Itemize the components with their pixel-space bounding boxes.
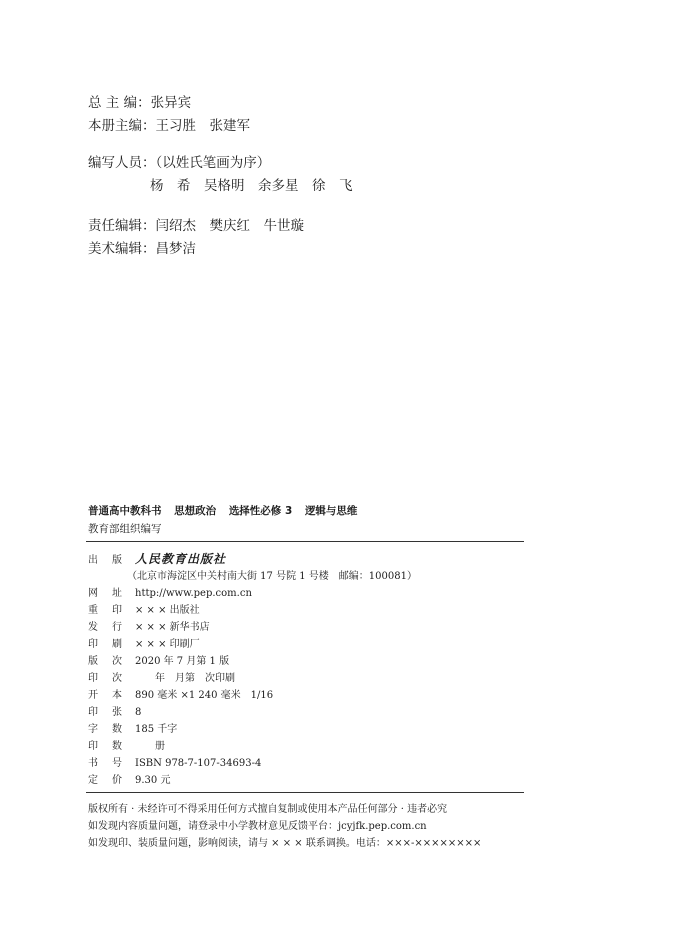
colophon-word-count: 字 数 185 千字 (88, 724, 178, 735)
publisher-logo: 人民教育出版社 (135, 552, 227, 566)
quality-notice: 如发现印、装质量问题，影响阅读，请与 × × × 联系调换。电话：×××-×××××××× (88, 838, 482, 849)
colophon-address: （北京市海淀区中关村南大街 17 号院 1 号楼 邮编：100081） (127, 571, 417, 582)
divider-top (86, 541, 524, 542)
colophon-reprint: 重 印 × × × 出版社 (88, 605, 200, 616)
book-title (88, 503, 366, 518)
colophon-printer: 印 刷 × × × 印刷厂 (88, 639, 200, 650)
volume-editors: 本册主编：王习胜 张建军 (88, 118, 250, 134)
feedback-notice: 如发现内容质量问题，请登录中小学教材意见反馈平台：jcyjfk.pep.com.cn (88, 821, 427, 832)
book-subject: 思想政治 (174, 505, 217, 517)
colophon-copies: 印 数 册 (88, 741, 165, 752)
writers-label: 编写人员：（以姓氏笔画为序） (88, 155, 271, 171)
colophon-printing: 印 次 年 月第 次印刷 (88, 673, 235, 684)
colophon-price: 定 价 9.30 元 (88, 775, 171, 786)
copyright-notice: 版权所有 · 未经许可不得采用任何方式擅自复制或使用本产品任何部分 · 违者必究 (88, 804, 448, 815)
responsible-editors: 责任编辑：闫绍杰 樊庆红 牛世璇 (88, 218, 304, 234)
colophon-publisher: 出 版 人民教育出版社 (88, 552, 227, 566)
colophon-sheets: 印 张 8 (88, 707, 142, 718)
divider-bottom (86, 792, 524, 793)
book-series: 普通高中教科书 (88, 505, 162, 517)
book-volume-title: 逻辑与思维 (304, 505, 358, 517)
colophon-isbn: 书 号 ISBN 978-7-107-34693-4 (88, 758, 262, 769)
colophon-format: 开 本 890 毫米 ×1 240 毫米 1/16 (88, 690, 274, 701)
book-module: 选择性必修 3 (228, 505, 293, 517)
writers-names: 杨 希 吴格明 余多星 徐 飞 (150, 178, 353, 194)
colophon-website: 网 址 http://www.pep.com.cn (88, 588, 252, 599)
colophon-distributor: 发 行 × × × 新华书店 (88, 622, 210, 633)
chief-editor: 总 主 编：张异宾 (88, 95, 192, 111)
compiler: 教育部组织编写 (88, 523, 162, 535)
art-editor: 美术编辑：昌梦洁 (88, 241, 196, 257)
colophon-edition: 版 次 2020 年 7 月第 1 版 (88, 656, 230, 667)
